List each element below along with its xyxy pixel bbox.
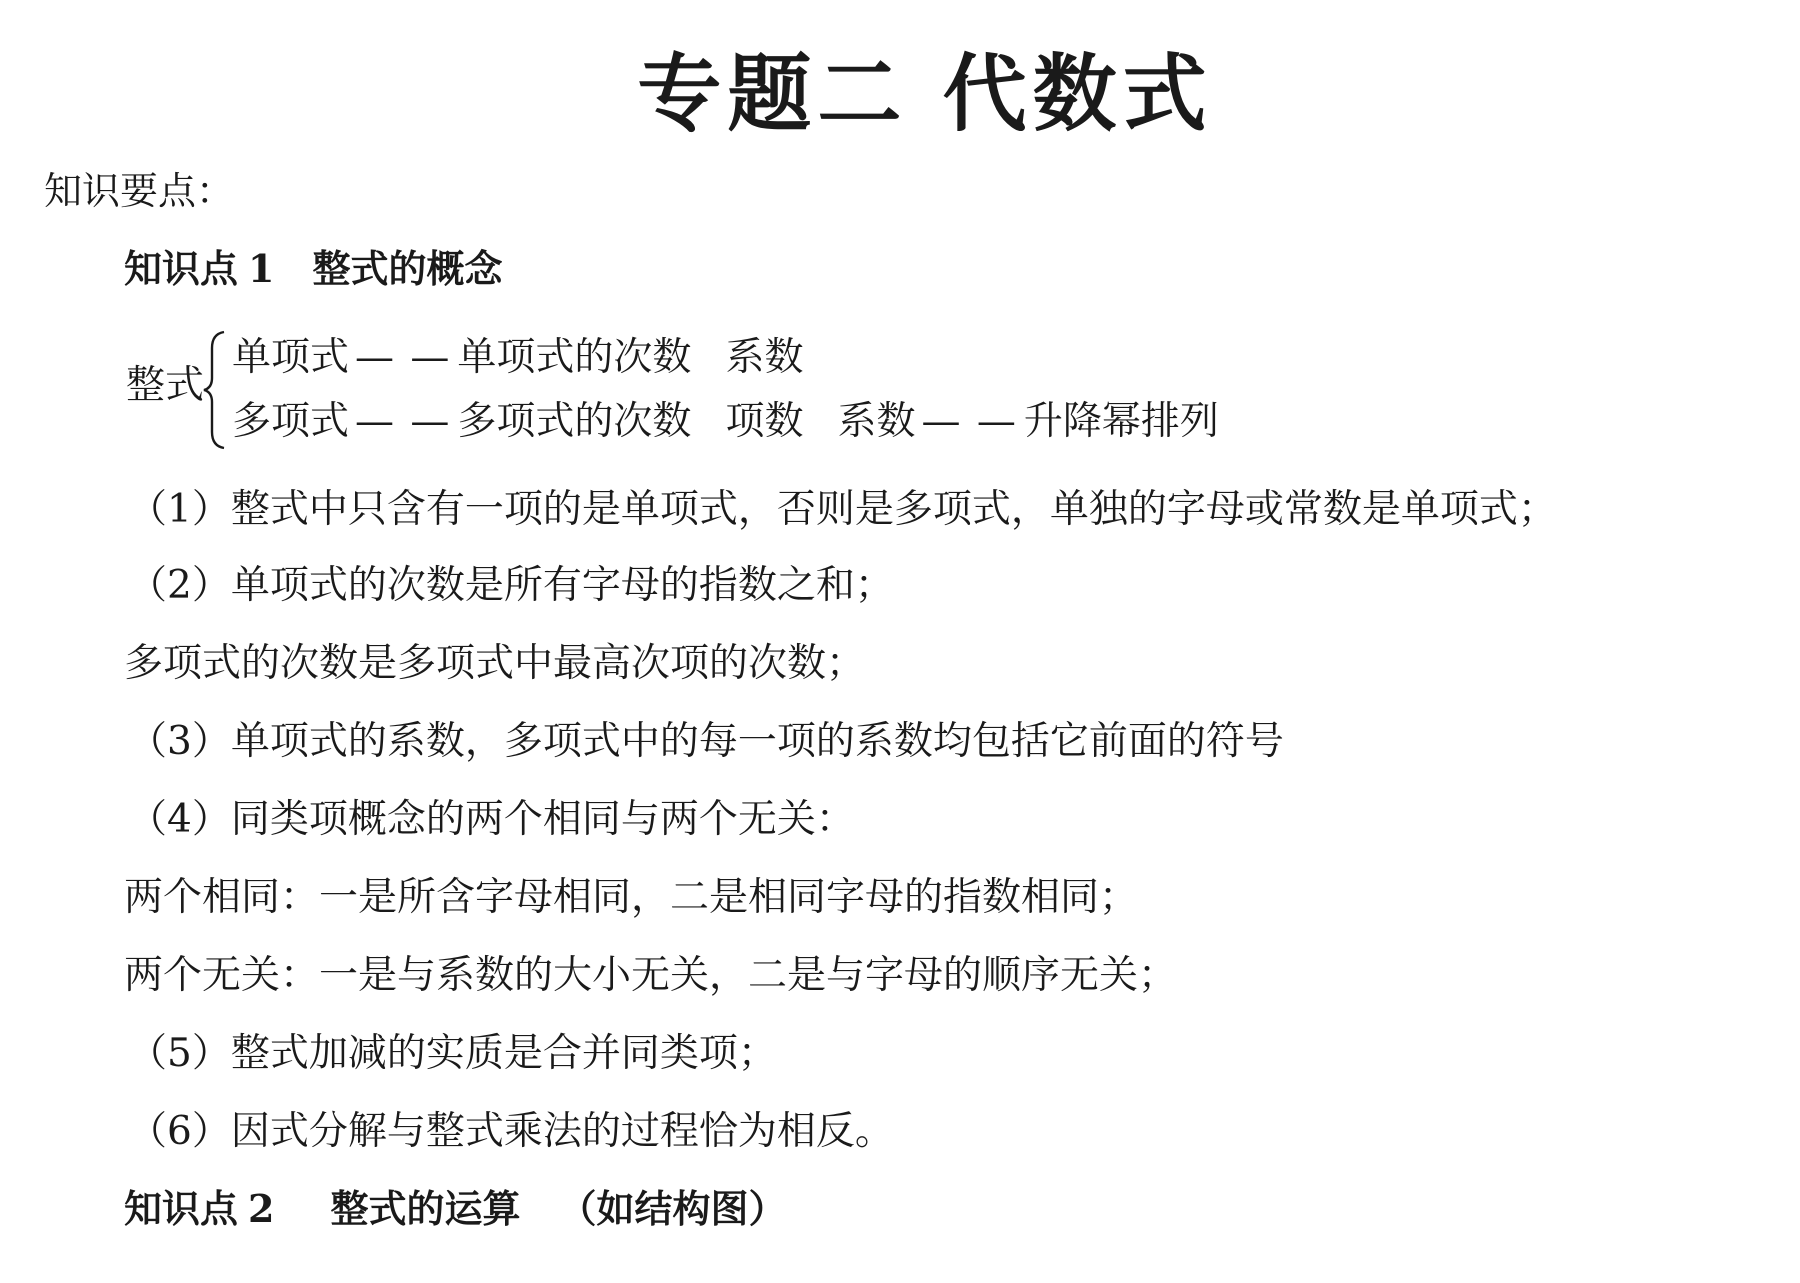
branch1-item-degree: 单项式的次数 xyxy=(457,335,692,380)
branch1-term: 单项式 xyxy=(232,335,350,380)
point1-label: 知识点 xyxy=(124,246,239,291)
rule-line-1: （1）整式中只含有一项的是单项式，否则是多项式，单独的字母或常数是单项式； xyxy=(128,487,1557,532)
rule-line-4b: 两个无关：一是与系数的大小无关，二是与字母的顺序无关； xyxy=(124,953,1178,998)
tree-branch-polynomial xyxy=(232,399,1219,444)
branch2-dash: — — xyxy=(355,399,452,444)
intro-label: 知识要点： xyxy=(44,169,235,213)
point2-number: 2 xyxy=(248,1186,275,1231)
point2-label: 知识点 xyxy=(124,1186,239,1231)
branch2-item-degree: 多项式的次数 xyxy=(457,399,692,444)
curly-brace xyxy=(202,330,228,450)
tree-branch-monomial xyxy=(232,335,804,380)
point1-number: 1 xyxy=(248,246,275,291)
branch2-item-coefficient: 系数 xyxy=(837,399,916,444)
knowledge-point-2-heading xyxy=(124,1186,787,1231)
branch2-term: 多项式 xyxy=(232,399,350,444)
point2-topic: 整式的运算 xyxy=(330,1186,521,1231)
page-title: 专题二 代数式 xyxy=(637,45,1213,143)
branch1-dash: — — xyxy=(355,335,452,380)
point1-topic: 整式的概念 xyxy=(312,246,503,291)
tree-root-label: 整式 xyxy=(126,363,205,408)
rule-line-4: （4）同类项概念的两个相同与两个无关： xyxy=(128,797,855,842)
branch2-item-term-count: 项数 xyxy=(725,399,804,444)
branch1-item-coefficient: 系数 xyxy=(725,335,804,380)
rule-line-6: （6）因式分解与整式乘法的过程恰为相反。 xyxy=(128,1109,894,1154)
branch2-tail-dash: — — xyxy=(921,399,1018,444)
knowledge-point-1-heading xyxy=(124,246,503,291)
rule-line-5: （5）整式加减的实质是合并同类项； xyxy=(128,1031,777,1076)
branch2-tail: 升降幂排列 xyxy=(1023,399,1219,444)
rule-line-2b: 多项式的次数是多项式中最高次项的次数； xyxy=(124,641,866,686)
rule-line-3: （3）单项式的系数，多项式中的每一项的系数均包括它前面的符号 xyxy=(128,719,1284,764)
rule-line-2: （2）单项式的次数是所有字母的指数之和； xyxy=(128,563,894,608)
rule-line-4a: 两个相同：一是所含字母相同，二是相同字母的指数相同； xyxy=(124,875,1139,920)
point2-note: （如结构图） xyxy=(558,1186,787,1231)
